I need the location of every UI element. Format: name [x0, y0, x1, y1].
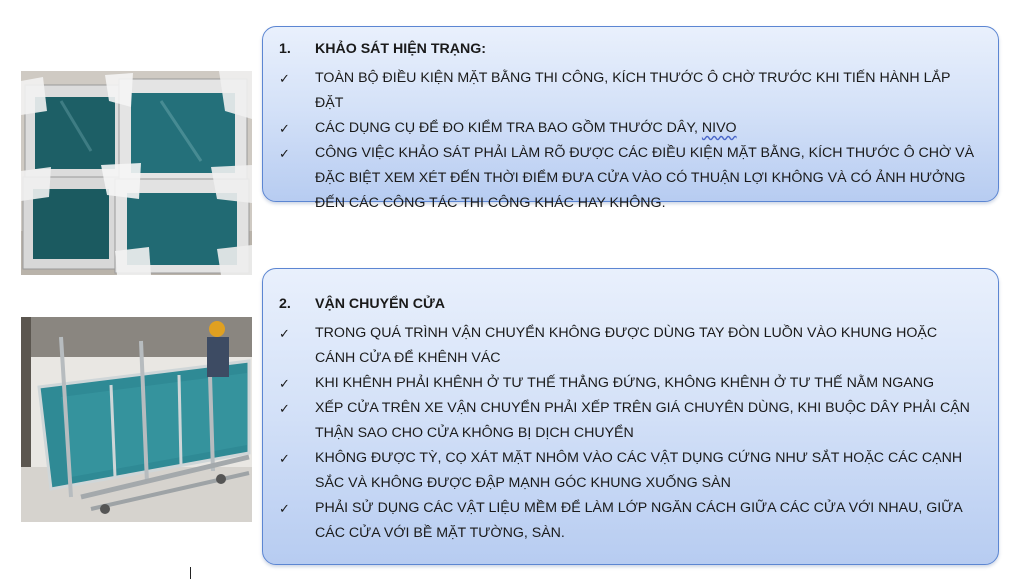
list-item — [279, 116, 978, 141]
section-number: 1. — [279, 41, 291, 57]
list-item-text: XẾP CỬA TRÊN XE VẬN CHUYỂN PHẢI XẾP TRÊN GIÁ CHUYÊN DÙNG, KHI BUỘC DÂY PHẢI CẬN THẬN SAO CHO CỬA KHÔNG BỊ DỊCH CHUYỂN — [315, 400, 970, 441]
window-on-cart-photo — [21, 317, 252, 522]
list-item — [279, 66, 978, 116]
list-item-text: TRONG QUÁ TRÌNH VẬN CHUYỂN KHÔNG ĐƯỢC DÙNG TAY ĐÒN LUỒN VÀO KHUNG HOẶC CÁNH CỬA ĐỂ KHÊNH VÁC — [315, 325, 938, 366]
check-icon: ✓ — [279, 71, 290, 86]
check-icon: ✓ — [279, 146, 290, 161]
list-item — [279, 446, 978, 496]
list-item — [279, 321, 978, 371]
list-item — [279, 371, 978, 396]
door-transport-panel — [262, 268, 999, 565]
list-item — [279, 396, 978, 446]
stacked-windows-photo — [21, 71, 252, 275]
check-icon: ✓ — [279, 121, 290, 136]
list-item-text-main: CÁC DỤNG CỤ ĐỂ ĐO KIỂM TRA BAO GỒM THƯỚC DÂY, — [315, 120, 702, 136]
list-item-text: CÔNG VIỆC KHẢO SÁT PHẢI LÀM RÕ ĐƯỢC CÁC ĐIỀU KIỆN MẶT BẰNG, KÍCH THƯỚC Ô CHỜ VÀ ĐẶC BIỆT XEM XÉT ĐẾN THỜI ĐIỂM ĐƯA CỬA VÀO CÓ THUẬN LỢI KHÔNG VÀ CÓ ẢNH HƯỞNG ĐẾN CÁC CÔNG TÁC THI CÔNG KHÁC HAY KHÔNG. — [315, 145, 975, 211]
list-item — [279, 496, 978, 546]
section-number: 2. — [279, 296, 291, 312]
list-item-text: PHẢI SỬ DỤNG CÁC VẬT LIỆU MỀM ĐỂ LÀM LỚP NGĂN CÁCH GIỮA CÁC CỬA VỚI NHAU, GIỮA CÁC CỬA VỚI BỀ MẶT TƯỜNG, SÀN. — [315, 500, 962, 541]
check-icon: ✓ — [279, 376, 290, 391]
door-transport-heading — [279, 296, 978, 321]
check-icon: ✓ — [279, 501, 290, 516]
nivo-word: NIVO — [701, 120, 737, 136]
check-icon: ✓ — [279, 326, 290, 341]
list-item-text: KHI KHÊNH PHẢI KHÊNH Ở TƯ THẾ THẲNG ĐỨNG, KHÔNG KHÊNH Ở TƯ THẾ NẰM NGANG — [315, 375, 935, 391]
section-title: KHẢO SÁT HIỆN TRẠNG: — [315, 41, 487, 57]
site-survey-panel — [262, 26, 999, 211]
list-item — [279, 141, 978, 216]
list-item-text: KHÔNG ĐƯỢC TỲ, CỌ XÁT MẶT NHÔM VÀO CÁC VẬT DỤNG CỨNG NHƯ SẮT HOẶC CÁC CẠNH SẮC VÀ KHÔNG ĐƯỢC ĐẬP MẠNH GÓC KHUNG XUỐNG SÀN — [315, 450, 963, 491]
check-icon: ✓ — [279, 451, 290, 466]
text-cursor — [190, 567, 191, 579]
list-item-text: TOÀN BỘ ĐIỀU KIỆN MẶT BẰNG THI CÔNG, KÍCH THƯỚC Ô CHỜ TRƯỚC KHI TIẾN HÀNH LẮP ĐẶT — [315, 70, 951, 111]
check-icon: ✓ — [279, 401, 290, 416]
site-survey-heading — [279, 41, 978, 66]
section-title: VẬN CHUYỂN CỬA — [315, 296, 446, 312]
list-item-text — [315, 116, 978, 141]
